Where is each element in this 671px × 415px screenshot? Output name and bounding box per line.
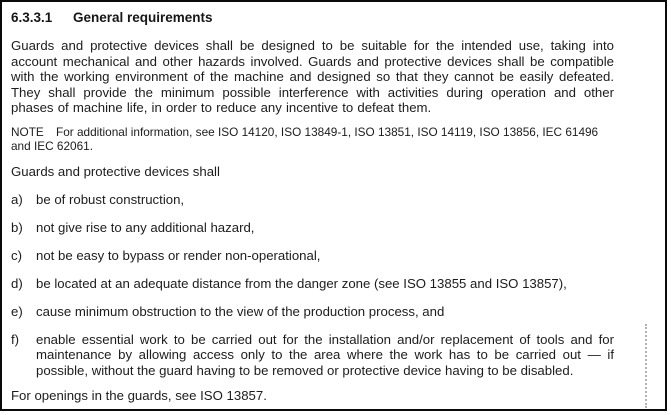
list-item-letter: b) [11,219,23,235]
closing-paragraph: For openings in the guards, see ISO 13857. [11,387,267,403]
list-item [11,276,614,292]
list-item-letter: d) [11,275,23,291]
requirements-paragraph: Guards and protective devices shall be designed to be suitable for the intended use, taking into account mechanical and other hazards involved. Guards and protective devices shall be compatible with the working environment of the machine and designed so that they cannot be easily defeated. They shall provide the minimum possible interference with activities during operation and other phases of machine life, in order to reduce any incentive to defeat them. [11,38,614,116]
list-item-letter: a) [11,191,23,207]
list-item [11,332,614,379]
list-item [11,192,614,208]
list-item [11,304,614,320]
list-item-text: not give rise to any additional hazard, [36,219,255,235]
clause-number: 6.3.3.1 [11,10,53,25]
list-item-text: enable essential work to be carried out for the installation and/or replacement of tools and for maintenance by allowing access only to the area where the work has to be carried out — if possible, without the guard having to be removed or protective device having to be disabled. [36,331,614,379]
list-item-letter: e) [11,303,23,319]
list-item [11,220,614,236]
list-item [11,248,614,264]
list-intro-paragraph: Guards and protective devices shall [11,163,220,179]
note-text: For additional information, see ISO 14120, ISO 13849-1, ISO 13851, ISO 14119, ISO 13856, IEC 61496 and IEC 62061. [11,124,599,153]
clause-title: General requirements [73,10,213,25]
list-item-text: not be easy to bypass or render non-operational, [36,247,321,263]
list-item-letter: c) [11,247,22,263]
list-item-text: be located at an adequate distance from the danger zone (see ISO 13855 and ISO 13857), [36,275,567,291]
section-heading [11,10,614,26]
list-item-letter: f) [11,331,20,347]
note-label: NOTE [11,124,44,139]
list-item-text: be of robust construction, [36,191,185,207]
change-marker-bar [645,324,647,408]
note-paragraph [11,125,614,153]
list-item-text: cause minimum obstruction to the view of the production process, and [36,303,445,319]
